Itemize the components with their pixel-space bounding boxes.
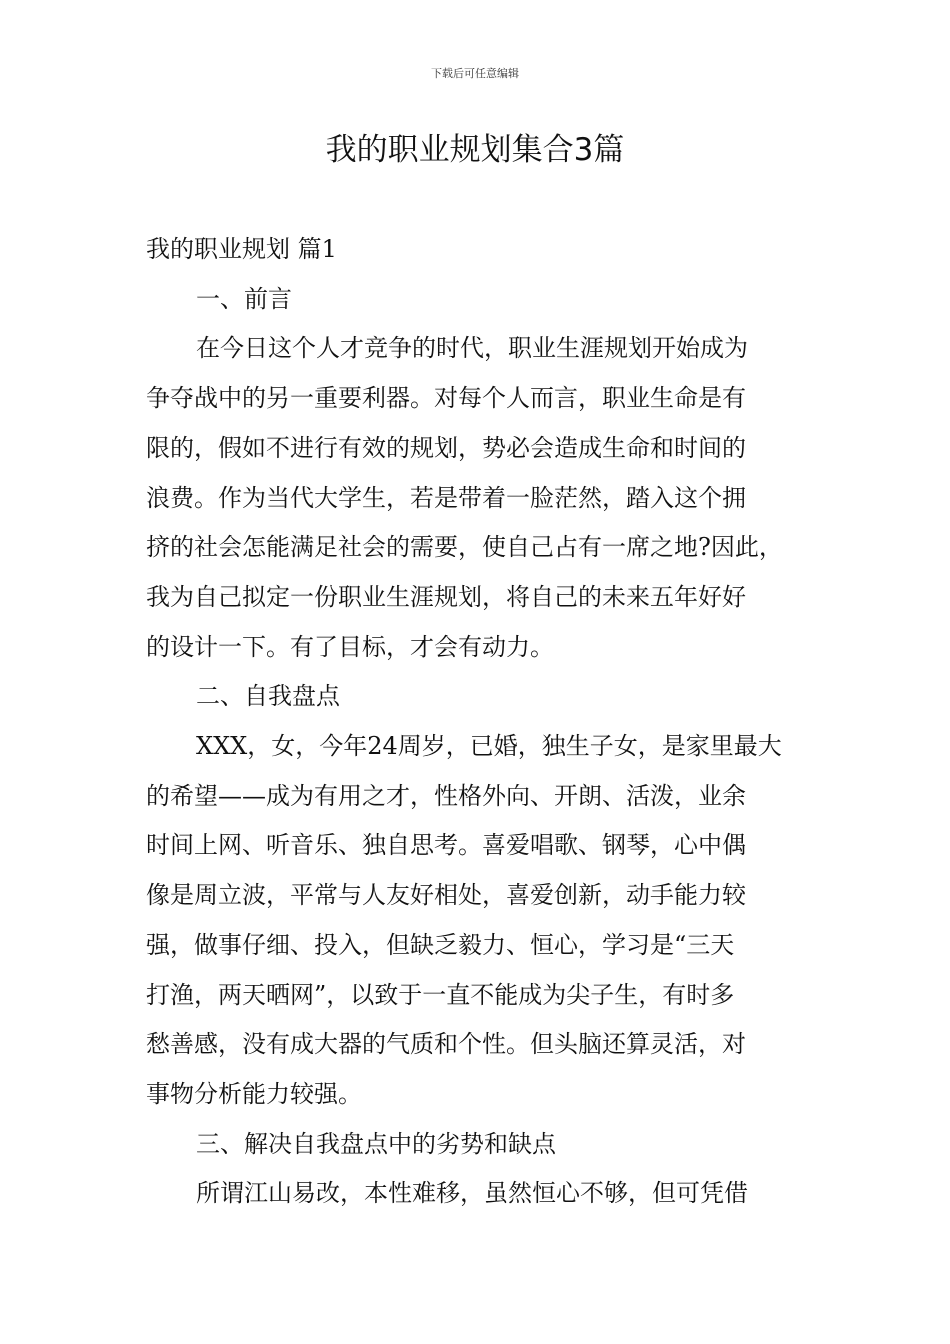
text-line: 浪费。作为当代大学生，若是带着一脸茫然，踏入这个拥 (146, 483, 746, 512)
text-line: 争夺战中的另一重要利器。对每个人而言，职业生命是有 (146, 384, 746, 413)
text-line: 挤的社会怎能满足社会的需要，使自己占有一席之地?因此， (146, 533, 783, 562)
text-line: 我为自己拟定一份职业生涯规划，将自己的未来五年好好 (146, 582, 746, 611)
section-heading-self-inventory: 二、自我盘点 (196, 682, 340, 711)
text-line: 限的，假如不进行有效的规划，势必会造成生命和时间的 (146, 433, 746, 462)
text-line: 所谓江山易改，本性难移，虽然恒心不够，但可凭借 (196, 1179, 748, 1208)
text-line: 在今日这个人才竞争的时代，职业生涯规划开始成为 (196, 334, 748, 363)
text-line: 像是周立波，平常与人友好相处，喜爱创新，动手能力较 (146, 881, 746, 910)
paragraph-preface (146, 324, 808, 672)
text-line: 打渔，两天晒网”，以致于一直不能成为尖子生，有时多 (146, 980, 735, 1009)
section-heading-weaknesses: 三、解决自我盘点中的劣势和缺点 (196, 1129, 556, 1158)
paragraph-weaknesses (146, 1169, 808, 1219)
section-heading-preface: 一、前言 (196, 284, 292, 313)
text-line: 时间上网、听音乐、独自思考。喜爱唱歌、钢琴，心中偶 (146, 831, 746, 860)
text-line: 的设计一下。有了目标，才会有动力。 (146, 632, 554, 661)
paragraph-self-inventory (146, 722, 808, 1120)
text-line: 事物分析能力较强。 (146, 1079, 362, 1108)
document-body (146, 225, 808, 1219)
text-line: 强，做事仔细、投入，但缺乏毅力、恒心，学习是“三天 (146, 930, 735, 959)
text-line: XXX，女，今年24周岁，已婚，独生子女，是家里最大 (196, 732, 782, 761)
document-title: 我的职业规划集合3篇 (325, 132, 625, 168)
text-line: 愁善感，没有成大器的气质和个性。但头脑还算灵活，对 (146, 1030, 746, 1059)
text-line: 的希望——成为有用之才，性格外向、开朗、活泼，业余 (146, 781, 746, 810)
article-heading: 我的职业规划 篇1 (146, 235, 337, 263)
header-note: 下载后可任意编辑 (431, 67, 519, 80)
